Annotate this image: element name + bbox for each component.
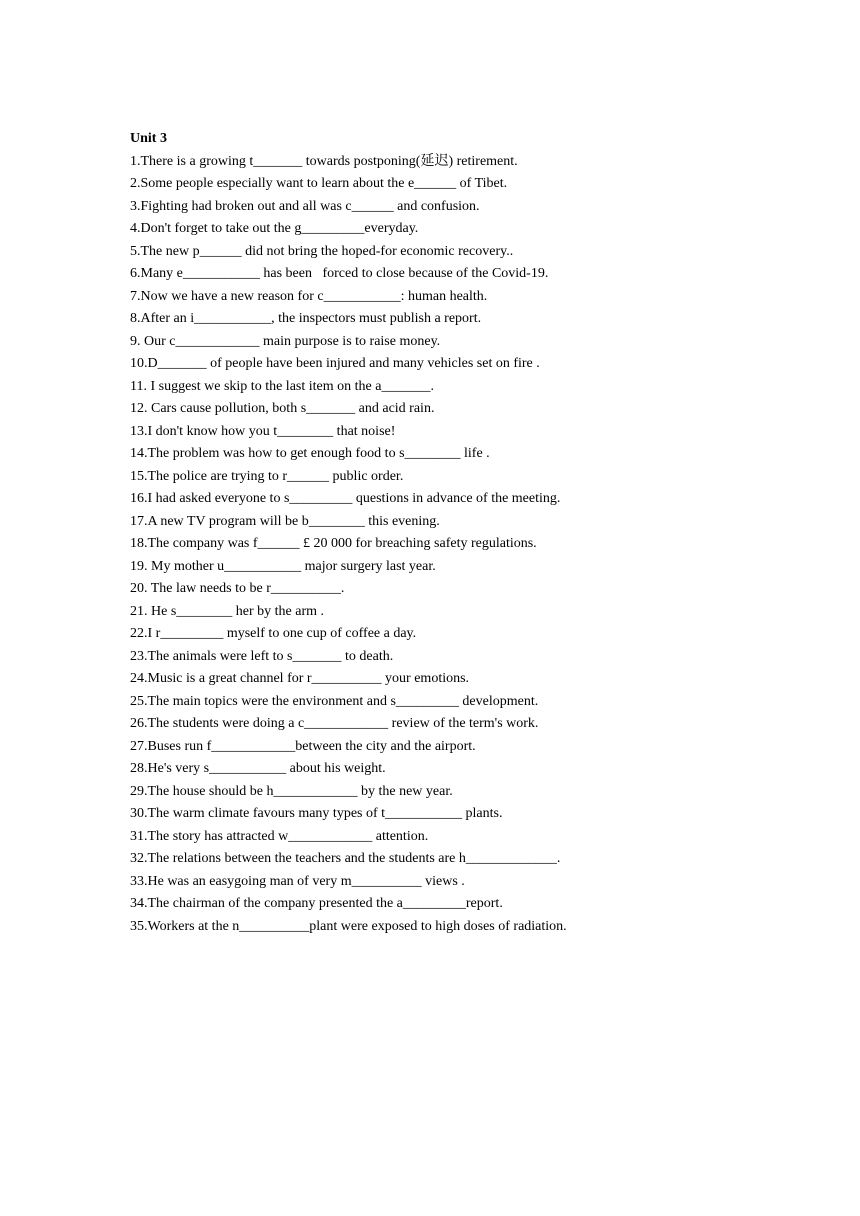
exercise-item-20: 20. The law needs to be r__________. xyxy=(130,581,345,596)
exercise-item-8: 8.After an i___________, the inspectors must publish a report. xyxy=(130,311,482,326)
exercise-item-2: 2.Some people especially want to learn about the e______ of Tibet. xyxy=(130,176,508,191)
exercise-item-24: 24.Music is a great channel for r__________ your emotions. xyxy=(130,671,470,686)
exercise-item-32: 32.The relations between the teachers and the students are h_____________. xyxy=(130,851,561,866)
exercise-item-17: 17.A new TV program will be b________ this evening. xyxy=(130,513,440,529)
exercise-item-13: 13.I don't know how you t________ that noise! xyxy=(130,423,396,439)
exercise-item-33: 33.He was an easygoing man of very m__________ views . xyxy=(130,873,465,889)
document-page xyxy=(130,128,830,938)
exercise-item-12: 12. Cars cause pollution, both s_______ and acid rain. xyxy=(130,401,435,416)
exercise-item-22: 22.I r_________ myself to one cup of coffee a day. xyxy=(130,626,417,641)
exercise-item-28: 28.He's very s___________ about his weight. xyxy=(130,761,386,776)
exercise-item-9: 9. Our c____________ main purpose is to raise money. xyxy=(130,333,441,349)
exercise-item-5: 5.The new p______ did not bring the hoped-for economic recovery.. xyxy=(130,243,514,259)
exercise-item-19: 19. My mother u___________ major surgery last year. xyxy=(130,558,436,574)
exercise-item-30: 30.The warm climate favours many types of t___________ plants. xyxy=(130,806,503,821)
exercise-item-27: 27.Buses run f____________between the city and the airport. xyxy=(130,738,476,754)
exercise-item-10: 10.D_______ of people have been injured and many vehicles set on fire . xyxy=(130,356,540,371)
exercise-item-25: 25.The main topics were the environment and s_________ development. xyxy=(130,693,539,709)
exercise-item-26: 26.The students were doing a c____________ review of the term's work. xyxy=(130,716,539,731)
exercise-item-16: 16.I had asked everyone to s_________ questions in advance of the meeting. xyxy=(130,491,561,506)
exercise-item-15: 15.The police are trying to r______ public order. xyxy=(130,468,404,484)
unit-title: Unit 3 xyxy=(130,131,167,146)
exercise-item-4: 4.Don't forget to take out the g_________everyday. xyxy=(130,221,419,236)
exercise-list xyxy=(130,151,830,939)
exercise-item-14: 14.The problem was how to get enough food to s________ life . xyxy=(130,446,490,461)
exercise-item-3: 3.Fighting had broken out and all was c______ and confusion. xyxy=(130,198,480,214)
exercise-item-6: 6.Many e___________ has been forced to close because of the Covid-19. xyxy=(130,266,549,281)
exercise-item-21: 21. He s________ her by the arm . xyxy=(130,603,325,619)
exercise-item-29: 29.The house should be h____________ by the new year. xyxy=(130,783,453,799)
exercise-item-31: 31.The story has attracted w____________ attention. xyxy=(130,828,429,844)
exercise-item-23: 23.The animals were left to s_______ to death. xyxy=(130,648,394,664)
exercise-item-35: 35.Workers at the n__________plant were exposed to high doses of radiation. xyxy=(130,918,567,934)
exercise-item-11: 11. I suggest we skip to the last item on the a_______. xyxy=(130,378,434,394)
exercise-item-7: 7.Now we have a new reason for c___________: human health. xyxy=(130,288,488,304)
exercise-item-1: 1.There is a growing t_______ towards postponing(延迟) retirement. xyxy=(130,153,518,169)
exercise-item-34: 34.The chairman of the company presented the a_________report. xyxy=(130,896,503,911)
exercise-item-18: 18.The company was f______ £ 20 000 for breaching safety regulations. xyxy=(130,536,537,551)
